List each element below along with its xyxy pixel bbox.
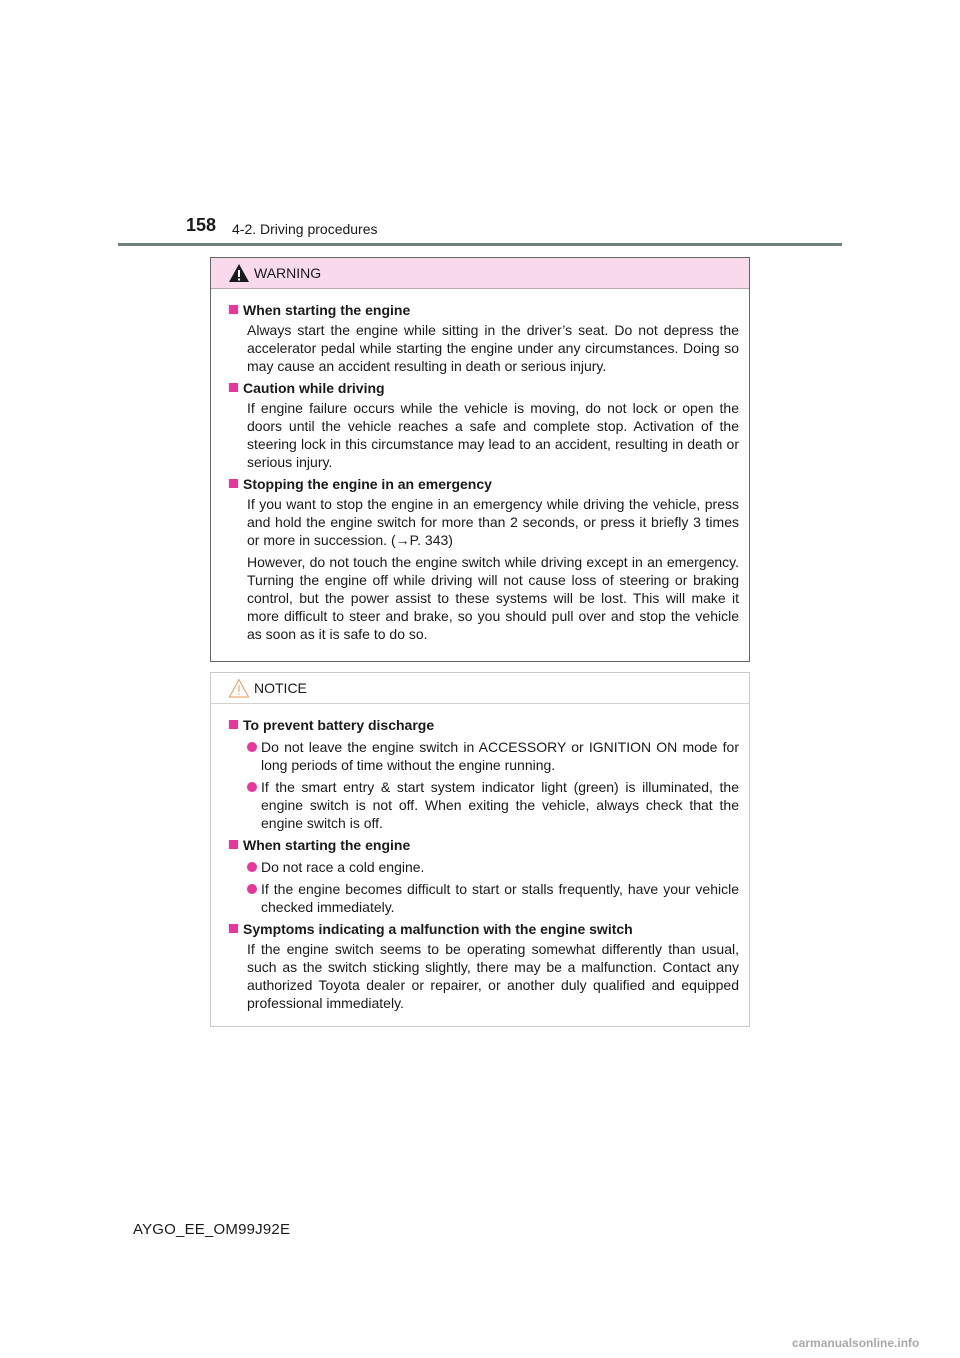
warning-paragraph: If you want to stop the engine in an emergency while driving the vehicle, press and hold the engine switch for more than 2 seconds, or press it briefly 3 times or more in succession. (→P. 343): [247, 496, 739, 548]
watermark: carmanualsonline.info: [792, 1336, 920, 1350]
square-bullet-icon: [229, 305, 238, 314]
warning-paragraph: If engine failure occurs while the vehicle is moving, do not lock or open the doors until the vehicle reaches a safe and complete stop. Activation of the steering lock in this circumstance may lead to an accident, resulting in death or serious injury.: [247, 400, 739, 470]
warning-header: [211, 258, 749, 289]
warning-heading: Stopping the engine in an emergency: [229, 475, 739, 493]
notice-bullet: Do not leave the engine switch in ACCESSORY or IGNITION ON mode for long periods of time without the engine running.: [229, 738, 739, 774]
notice-box: [210, 672, 750, 1027]
warning-content: [211, 289, 749, 643]
round-bullet-icon: [247, 742, 257, 752]
notice-content: [211, 704, 749, 1012]
round-bullet-icon: [247, 782, 257, 792]
warning-paragraph: Always start the engine while sitting in the driver’s seat. Do not depress the accelerator pedal while starting the engine under any circumstances. Doing so may cause an accident resulting in death or serious injury.: [247, 322, 739, 374]
warning-heading: When starting the engine: [229, 301, 739, 319]
notice-triangle-icon: [228, 678, 250, 698]
warning-box: [210, 257, 750, 662]
section-title: 4-2. Driving procedures: [232, 221, 378, 237]
notice-paragraph: If the engine switch seems to be operating somewhat differently than usual, such as the switch sticking slightly, there may be a malfunction. Contact any authorized Toyota dealer or repairer, or another duly qualified and equipped professional immediately.: [247, 941, 739, 1011]
notice-bullet: Do not race a cold engine.: [229, 858, 739, 876]
notice-label: NOTICE: [254, 680, 307, 696]
notice-heading: Symptoms indicating a malfunction with the engine switch: [229, 920, 739, 938]
square-bullet-icon: [229, 720, 238, 729]
square-bullet-icon: [229, 383, 238, 392]
notice-header: [211, 673, 749, 704]
footer-manual-code: AYGO_EE_OM99J92E: [133, 1221, 291, 1238]
round-bullet-icon: [247, 884, 257, 894]
square-bullet-icon: [229, 924, 238, 933]
page-number: 158: [186, 215, 217, 235]
square-bullet-icon: [229, 840, 238, 849]
square-bullet-icon: [229, 479, 238, 488]
round-bullet-icon: [247, 862, 257, 872]
warning-label: WARNING: [254, 265, 322, 281]
warning-paragraph: However, do not touch the engine switch while driving except in an emergency. Turning the engine off while driving will not cause loss of steering or braking control, but the power assist to these systems will be lost. This will make it more difficult to steer and brake, so you should pull over and stop the vehicle as soon as it is safe to do so.: [247, 554, 739, 642]
warning-triangle-icon: [228, 263, 250, 283]
notice-heading: When starting the engine: [229, 836, 739, 854]
header-rule: [118, 243, 842, 246]
notice-bullet: If the smart entry & start system indicator light (green) is illuminated, the engine switch is not off. When exiting the vehicle, always check that the engine switch is off.: [229, 778, 739, 832]
notice-heading: To prevent battery discharge: [229, 716, 739, 734]
warning-heading: Caution while driving: [229, 379, 739, 397]
notice-bullet: If the engine becomes difficult to start or stalls frequently, have your vehicle checked immediately.: [229, 880, 739, 916]
